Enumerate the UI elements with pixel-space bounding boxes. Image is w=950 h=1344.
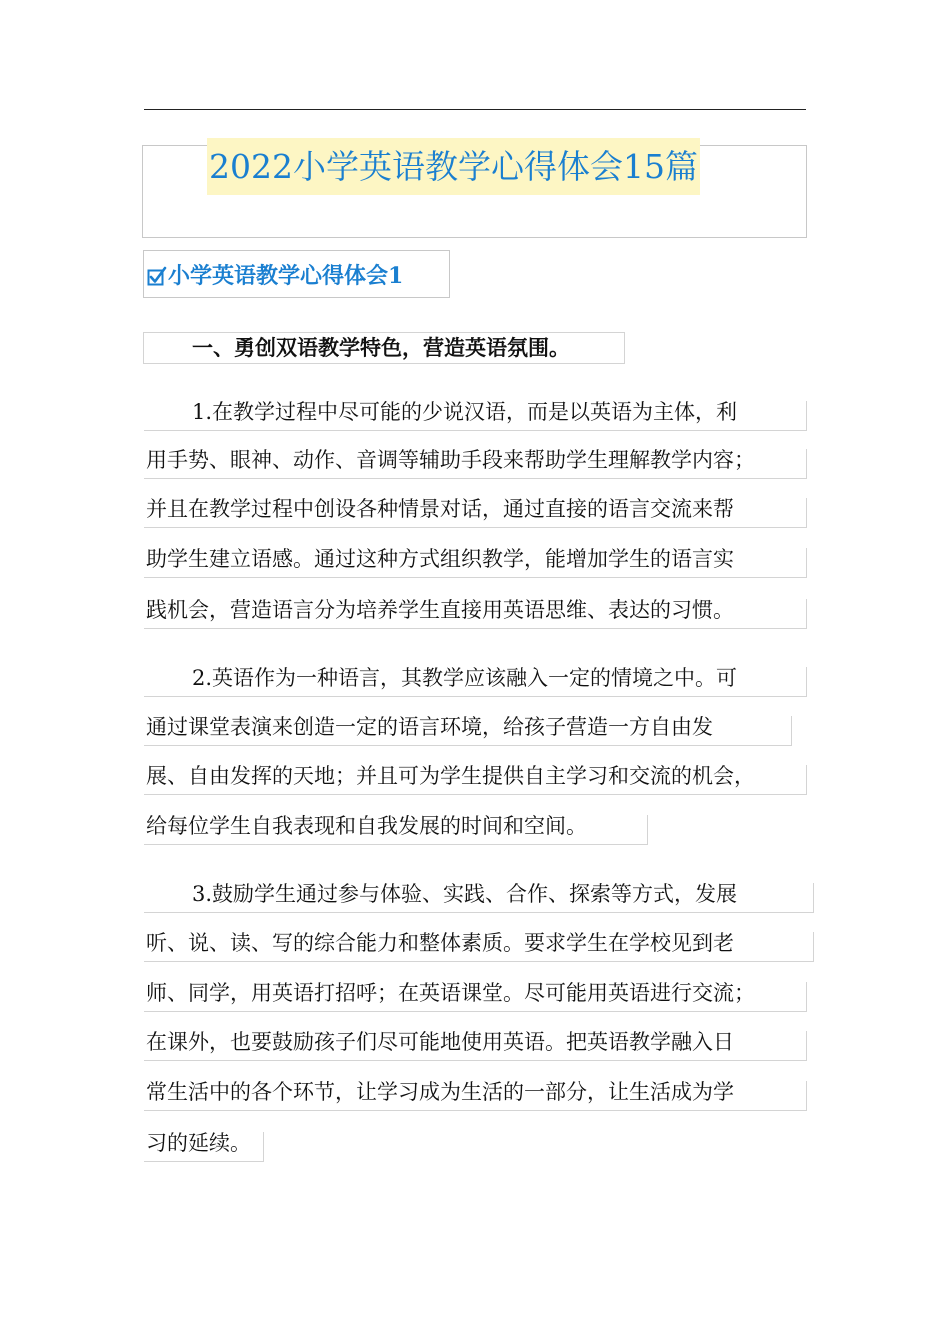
paragraph-1-line <box>144 401 807 431</box>
paragraph-2-line <box>144 667 807 697</box>
subheading-frame <box>143 250 450 298</box>
paragraph-1-line <box>144 599 807 629</box>
paragraph-text: 常生活中的各个环节，让学习成为生活的一部分，让生活成为学 <box>146 1080 734 1104</box>
paragraph-text: 3.鼓励学生通过参与体验、实践、合作、探索等方式，发展 <box>192 882 738 906</box>
paragraph-text: 助学生建立语感。通过这种方式组织教学，能增加学生的语言实 <box>146 547 734 571</box>
paragraph-text: 听、说、读、写的综合能力和整体素质。要求学生在学校见到老 <box>146 931 734 955</box>
paragraph-2-line <box>144 815 648 845</box>
paragraph-2-line <box>144 716 792 746</box>
paragraph-3-line <box>144 1132 264 1162</box>
paragraph-text: 2.英语作为一种语言，其教学应该融入一定的情境之中。可 <box>192 666 738 690</box>
paragraph-3-line <box>144 883 814 913</box>
paragraph-text: 习的延续。 <box>146 1131 251 1155</box>
section-heading-text: 一、勇创双语教学特色，营造英语氛围。 <box>192 335 570 360</box>
checkbox-checked-icon <box>147 266 167 286</box>
paragraph-2-line <box>144 765 807 795</box>
paragraph-1-line <box>144 548 807 578</box>
paragraph-3-line <box>144 1081 807 1111</box>
paragraph-text: 在课外，也要鼓励孩子们尽可能地使用英语。把英语教学融入日 <box>146 1030 734 1054</box>
paragraph-text: 1.在教学过程中尽可能的少说汉语，而是以英语为主体，利 <box>192 400 738 424</box>
section-heading <box>143 332 625 364</box>
paragraph-3-line <box>144 1031 807 1061</box>
subheading: 小学英语教学心得体会1 <box>168 263 404 289</box>
paragraph-text: 并且在教学过程中创设各种情景对话，通过直接的语言交流来帮 <box>146 497 734 521</box>
paragraph-1-line <box>144 498 807 528</box>
paragraph-text: 师、同学，用英语打招呼；在英语课堂。尽可能用英语进行交流； <box>146 981 755 1005</box>
paragraph-3-line <box>144 982 807 1012</box>
paragraph-text: 通过课堂表演来创造一定的语言环境，给孩子营造一方自由发 <box>146 715 713 739</box>
paragraph-1-line <box>144 449 807 479</box>
paragraph-text: 展、自由发挥的天地；并且可为学生提供自主学习和交流的机会， <box>146 764 755 788</box>
paragraph-3-line <box>144 932 814 962</box>
paragraph-text: 用手势、眼神、动作、音调等辅助手段来帮助学生理解教学内容； <box>146 448 755 472</box>
page-title: 2022小学英语教学心得体会15篇 <box>207 138 700 195</box>
paragraph-text: 践机会，营造语言分为培养学生直接用英语思维、表达的习惯。 <box>146 598 734 622</box>
top-rule <box>144 109 806 110</box>
paragraph-text: 给每位学生自我表现和自我发展的时间和空间。 <box>146 814 587 838</box>
